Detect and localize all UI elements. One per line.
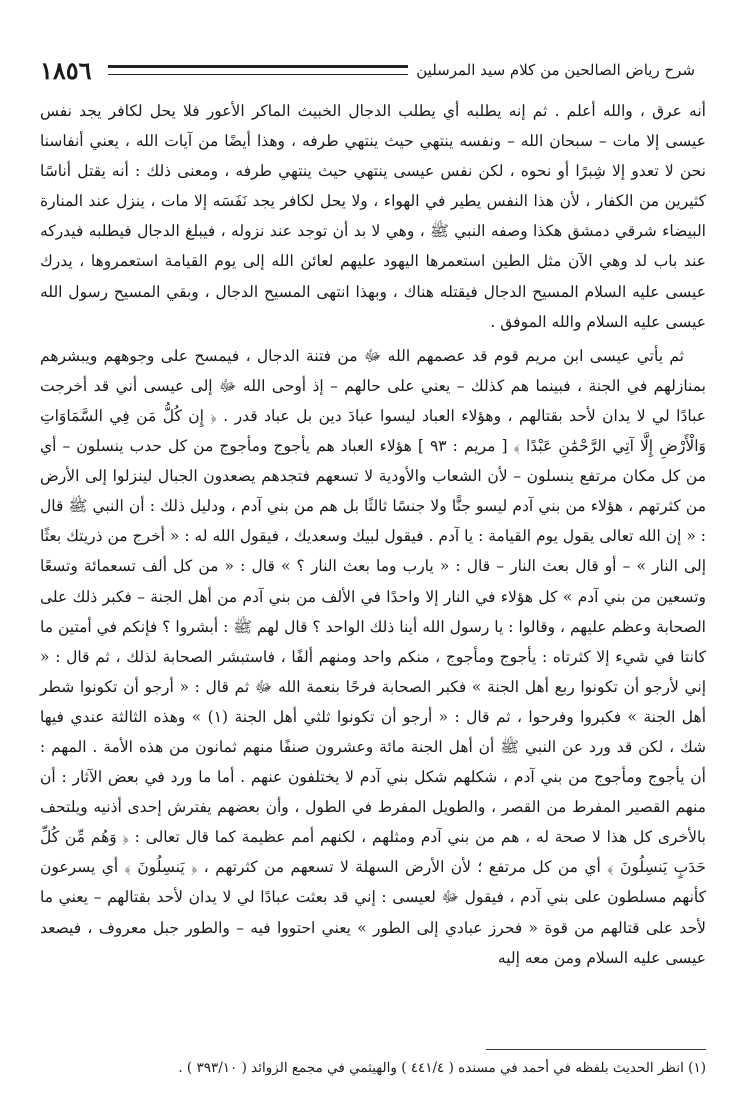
main-text <box>40 96 706 973</box>
paragraph-1: أنه عرق ، والله أعلم . ثم إنه يطلبه أي يطلب الدجال الخبيث الماكر الأعور فلا يحل لكافر يجد نفس عيسى إلا مات – سبحان الله – ونفسه ينتهي حيث ينتهي طرفه ، وهذا أيضًا من آيات الله ، يعني أنفاسنا نحن لا تعدو إلا شِبرًا أو نحوه ، لكن نفس عيسى ينتهي حيث ينتهي طرفه ، ومعنى ذلك : أنه يقتل أناسًا كثيرين من الكفار ، لأن هذا النفس يطير في الهواء ، ولا يحل لكافر يجد نَفَسَه إلا مات ، ينزل عند المنارة البيضاء شرقي دمشق هكذا وصفه النبي ﷺ ، وهي لا بد أن توجد عند نزوله ، فيبلغ الدجال فيطلبه فيدركه عند باب لد وهي الآن مثل الطين استعمرها اليهود عليهم لعائن الله إلى يوم القيامة استعمروها ، يدرك عيسى عليه السلام المسيح الدجال فيقتله هناك ، وبهذا انتهى المسيح الدجال ، وبقي المسيح رسول الله عيسى عليه السلام والله الموفق . <box>40 102 706 331</box>
header-rule <box>108 65 409 75</box>
paragraph-2: ثم يأتي عيسى ابن مريم قوم قد عصمهم الله ﷻ من فتنة الدجال ، فيمسح على وجوههم ويبشرهم بمنازلهم في الجنة ، فبينما هم كذلك – يعني على حالهم – إذ أوحى الله ﷻ إلى عيسى أني قد أخرجت عبادًا لي لا يدان لأحد بقتالهم ، وهؤلاء العباد ليسوا عبادَ دين بل عباد قدر . ﴿ إِن كُلُّ مَن فِي السَّمَاوَاتِ وَالْأَرْضِ إِلَّا آتِي الرَّحْمَٰنِ عَبْدًا ﴾ [ مريم : ٩٣ ] هؤلاء العباد هم يأجوج ومأجوج من كل حدب ينسلون – أي من كل مكان مرتفع ينسلون – لأن الشعاب والأودية لا تسعهم فتجدهم يصعدون الجبال لينزلوا إلى الأرض من كثرتهم ، هؤلاء من بني آدم ليسو جنًّا ولا جنسًا ثالثًا بل هم من بني آدم ، ودليل ذلك : أن النبي ﷺ قال : « إن الله تعالى يقول يوم القيامة : يا آدم . فيقول لبيك وسعديك ، فيقول الله له : « أخرج من ذريتك بعثًا إلى النار » – أو قال بعث النار – قال : « يارب وما بعث النار ؟ » قال : « من كل ألف تسعمائة وتسعًا وتسعين من بني آدم » كل هؤلاء في النار إلا واحدًا في الألف من بني آدم من أهل الجنة – فكبر ذلك على الصحابة وعظم عليهم ، وقالوا : يا رسول الله أينا ذلك الواحد ؟ قال لهم ﷺ : أبشروا ؟ فإنكم في أمتين ما كانتا في شيء إلا كثرتاه : يأجوج ومأجوج ، منكم واحد ومنهم ألفًا ، فاستبشر الصحابة لذلك ، ثم قال : « إني لأرجو أن تكونوا ربع أهل الجنة » فكبر الصحابة فرحًا بنعمة الله ﷻ ثم قال : « أرجو أن تكونوا شطر أهل الجنة » فكبروا وفرحوا ، ثم قال : « أرجو أن تكونوا ثلثي أهل الجنة (١) » وهذه الثالثة عندي فيها شك ، لكن قد ورد عن النبي ﷺ أن أهل الجنة مائة وعشرون صنفًا منهم ثمانون من هذه الأمة . المهم : أن يأجوج ومأجوج من بني آدم ، شكلهم شكل بني آدم لا يختلفون عنهم . أما ما ورد في بعض الآثار : أن منهم القصير المفرط من القصر ، والطويل المفرط في الطول ، وأن بعضهم يفترش إحدى أذنيه ويلتحف بالأخرى كل هذا لا صحة له ، هم من بني آدم ومثلهم ، لكنهم أمم عظيمة كما قال تعالى : ﴿ وَهُم مِّن كُلِّ حَدَبٍ يَنسِلُونَ ﴾ أي من كل مرتفع ؛ لأن الأرض السهلة لا تسعهم من كثرتهم ، ﴿ يَنسِلُونَ ﴾ أي يسرعون كأنهم مسلطون على بني آدم ، فيقول ﷻ لعيسى : إني قد بعثت عبادًا لي لا يدان لأحد بقتالهم – يعني ما لأحد على قتالهم من قوة « فحرز عبادي إلى الطور » يعني احتووا فيه – والطور جبل معروف ، فيصعد عيسى عليه السلام ومن معه إليه <box>40 346 707 967</box>
page-number: ١٨٥٦ <box>40 55 92 85</box>
book-title: شرح رياض الصالحين من كلام سيد المرسلين <box>416 61 695 79</box>
footnote: (١) انظر الحديث بلفظه في أحمد في مسنده ( ٤٤١/٤ ) والهيثمي في مجمع الزوائد ( ٣٩٣/١٠ ) . <box>178 1060 706 1076</box>
running-header <box>40 52 695 88</box>
footnote-rule <box>486 1049 706 1050</box>
